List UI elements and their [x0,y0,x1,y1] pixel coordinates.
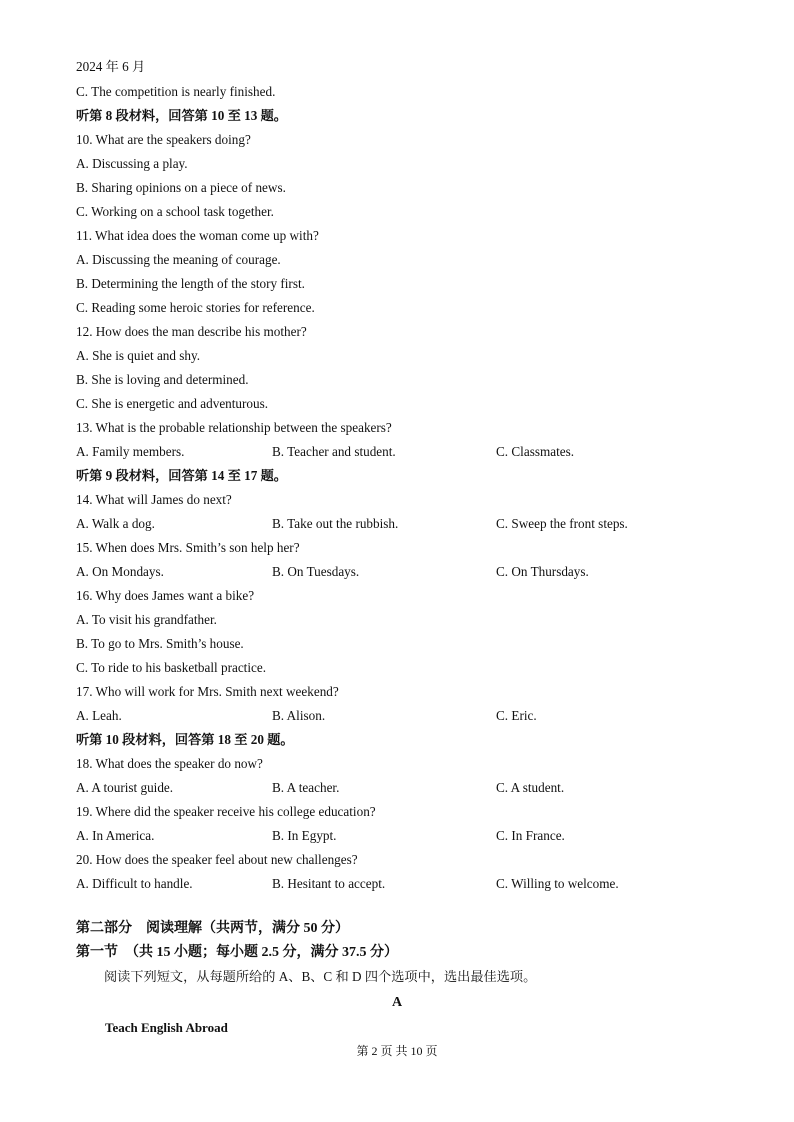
answer-option: C. A student. [496,780,565,795]
answer-option: A. She is quiet and shy. [76,348,201,363]
answer-option: B. She is loving and determined. [76,372,249,387]
answer-option: C. The competition is nearly finished. [76,84,276,99]
section-instruction: 听第 10 段材料，回答第 18 至 20 题。 [76,732,294,747]
answer-option: B. On Tuesdays. [272,564,360,579]
question-text: 11. What idea does the woman come up with? [76,228,319,243]
question-text: 12. How does the man describe his mother? [76,324,307,339]
page-footer: 第 2 页 共 10 页 [356,1044,438,1058]
answer-option: A. On Mondays. [76,564,164,579]
question-text: 17. Who will work for Mrs. Smith next weekend? [76,684,339,699]
answer-option: C. Reading some heroic stories for reference. [76,300,315,315]
section-instruction: 听第 9 段材料，回答第 14 至 17 题。 [76,468,287,483]
answer-option: B. Teacher and student. [272,444,396,459]
answer-option: A. Discussing the meaning of courage. [76,252,281,267]
answer-option: C. Sweep the front steps. [496,516,628,531]
question-text: 13. What is the probable relationship between the speakers? [76,420,392,435]
answer-option: B. A teacher. [272,780,340,795]
answer-option: C. On Thursdays. [496,564,589,579]
header-date: 2024 年 6 月 [76,59,146,74]
section1-heading: 第一节 （共 15 小题；每小题 2.5 分，满分 37.5 分） [76,945,398,960]
answer-option: A. Leah. [76,708,122,723]
answer-option: C. To ride to his basketball practice. [76,660,267,675]
passage-letter: A [391,995,403,1010]
answer-option: A. Walk a dog. [76,516,155,531]
part2-heading: 第二部分 阅读理解（共两节，满分 50 分） [76,921,349,936]
answer-option: B. Hesitant to accept. [272,876,386,891]
answer-option: A. Family members. [76,444,185,459]
answer-option: C. Classmates. [496,444,575,459]
reading-instruction: 阅读下列短文，从每题所给的 A、B、C 和 D 四个选项中，选出最佳选项。 [104,969,537,984]
passage-title: Teach English Abroad [105,1020,228,1035]
question-text: 18. What does the speaker do now? [76,756,263,771]
question-text: 14. What will James do next? [76,492,232,507]
answer-option: B. In Egypt. [272,828,337,843]
answer-option: A. Discussing a play. [76,156,188,171]
answer-option: B. Take out the rubbish. [272,516,399,531]
answer-option: C. Working on a school task together. [76,204,274,219]
answer-option: A. In America. [76,828,155,843]
answer-option: A. To visit his grandfather. [76,612,217,627]
answer-option: C. In France. [496,828,565,843]
question-text: 10. What are the speakers doing? [76,132,251,147]
question-text: 20. How does the speaker feel about new challenges? [76,852,358,867]
answer-option: C. She is energetic and adventurous. [76,396,269,411]
answer-option: B. Alison. [272,708,326,723]
answer-option: C. Eric. [496,708,537,723]
answer-option: A. A tourist guide. [76,780,174,795]
answer-option: B. Determining the length of the story first. [76,276,305,291]
question-text: 19. Where did the speaker receive his college education? [76,804,376,819]
answer-option: B. To go to Mrs. Smith’s house. [76,636,244,651]
question-text: 15. When does Mrs. Smith’s son help her? [76,540,300,555]
answer-option: C. Willing to welcome. [496,876,619,891]
question-text: 16. Why does James want a bike? [76,588,255,603]
answer-option: B. Sharing opinions on a piece of news. [76,180,286,195]
answer-option: A. Difficult to handle. [76,876,193,891]
section-instruction: 听第 8 段材料，回答第 10 至 13 题。 [76,108,287,123]
